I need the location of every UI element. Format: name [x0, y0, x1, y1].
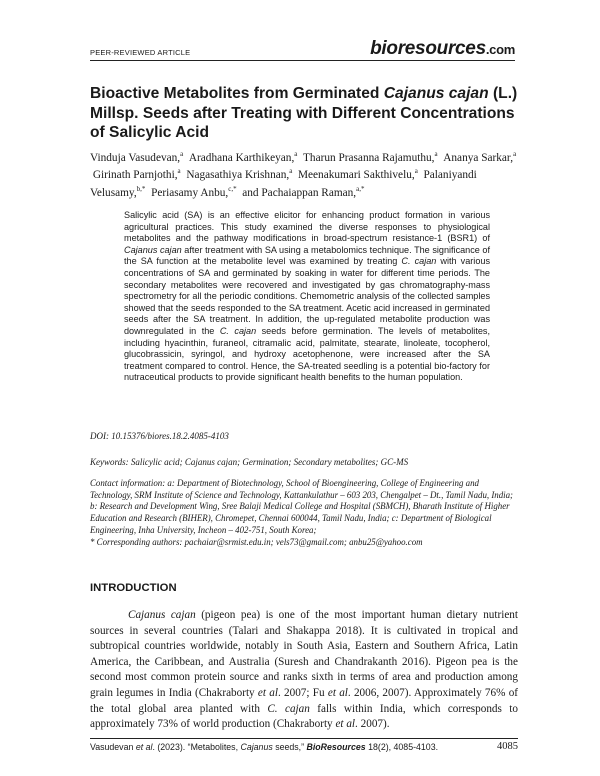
- author-affiliation-mark: a: [434, 150, 438, 159]
- author-affiliation-mark: a: [289, 167, 293, 176]
- author-name: Aradhana Karthikeyan,$^a$: [188, 150, 298, 164]
- brand-domain: .com: [485, 42, 515, 57]
- journal-brand[interactable]: [370, 38, 515, 60]
- affiliations: Contact information: a: Department of Biotechnology, School of Bioengineering, College of Engineering and Technology, SRM Institute of Science and Technology, Kattankulathur – 603 203, Chengalpet – Dt., Tamil Nadu, India; b: Research and Development Wing, Sree Balaji Medical College and Hospital (SBMCH), Bharath Institute of Higher Education and Research (BIHER), Chromepet, Chennai 600044, Tamil Nadu, India; c: Department of Biological Engineering, Inha University, Incheon – 402-751, South Korea;: [90, 478, 514, 535]
- abstract-text: C. cajan: [401, 256, 437, 267]
- brand-name: bioresources: [370, 38, 486, 59]
- author-name: Ananya Sarkar,$^a$: [443, 150, 517, 164]
- intro-text: et al: [335, 718, 356, 731]
- author-affiliation-mark: a: [294, 150, 298, 159]
- keywords: Keywords: Salicylic acid; Cajanus cajan; Germination; Secondary metabolites; GC-MS: [90, 457, 409, 467]
- intro-text: Cajanus cajan: [128, 609, 196, 621]
- author-affiliation-mark: c,*: [228, 185, 237, 194]
- author-name: Vinduja Vasudevan,$^a$: [90, 150, 184, 164]
- title-part1: Bioactive Metabolites from Germinated: [90, 85, 384, 102]
- author-name: and Pachaiappan Raman,$^{a,*}$: [242, 185, 365, 199]
- author-name: Girinath Parnjothi,$^a$: [92, 167, 181, 182]
- intro-text: et al: [327, 686, 348, 699]
- author-name: Nagasathiya Krishnan,$^a$: [186, 167, 293, 182]
- abstract-text: after treatment with SA using a metabolomics technique. The significance of the SA function at the metabolite level was examined by treating: [124, 244, 491, 267]
- page-header: [90, 38, 515, 61]
- author-name: Periasamy Anbu,$^{c,*}$: [151, 185, 237, 199]
- abstract: [124, 210, 490, 384]
- author-affiliation-mark: a: [513, 150, 517, 159]
- abstract-text: C. cajan: [219, 325, 257, 336]
- doi[interactable]: DOI: 10.15376/biores.18.2.4085-4103: [90, 431, 229, 441]
- author-name: Tharun Prasanna Rajamuthu,$^a$: [303, 150, 438, 164]
- abstract-text: Salicylic acid (SA) is an effective elicitor for enhancing product formation in various agricultural practices. This study examined the diverse responses to physiological metabolites and the pathway modifications in broad-spectrum resistance-1 (BSR1) of: [124, 210, 490, 244]
- page-number: 4085: [497, 741, 518, 752]
- author-affiliation-mark: a,*: [356, 185, 365, 194]
- abstract-text: seeds before germination. The levels of metabolites, including hyacinthin, furaneol, citramalic acid, palmitate, stearate, linoleate, tocopherol, glucobrassicin, syringol, and hydroxy acetophenone, were increased after the SA treatment compared to control. Hence, the SA-treated seedling is a potential bio-factory for nutraceutical products to provide significant health benefits to the human population.: [124, 325, 490, 383]
- intro-text: . 2006, 2007). Approximately 76% of the total global area planted with: [90, 686, 519, 715]
- corresponding-authors: * Corresponding authors: pachaiar@srmist.edu.in; vels73@gmail.com; anbu25@yahoo.com: [90, 536, 423, 547]
- peer-reviewed-label: PEER-REVIEWED ARTICLE: [90, 48, 191, 57]
- author-name: Meenakumari Sakthivelu,$^a$: [297, 167, 418, 182]
- intro-text: falls within India, which corresponds to approximately 73% of world production (Chakraborty: [90, 702, 518, 731]
- intro-text: C. cajan: [267, 702, 310, 715]
- abstract-text: Cajanus cajan: [124, 244, 182, 255]
- title-part2: (L.) Millsp. Seeds after Treating with Different Concentrations of Salicylic Acid: [90, 85, 518, 141]
- article-title: [90, 84, 520, 143]
- footer-journal: BioResources: [306, 742, 366, 752]
- author-affiliation-mark: a: [414, 167, 418, 176]
- introduction-paragraph: [90, 608, 518, 733]
- abstract-text: with various concentrations of SA and germinated by soaking in water for different time periods. The secondary metabolites were recovered and investigated by gas chromatography-mass spectrometry for all the periodic conditions. Chemometric analysis of the collected samples showed that the seeds responded to the SA treatment. Acetic acid increased in germinated seeds after the SA treatment. In addition, the up-regulated metabolite production was downregulated in the: [124, 256, 490, 336]
- page-footer: [90, 738, 518, 755]
- intro-text: (pigeon pea) is one of the most important human dietary nutrient sources in several countries (Talari and Shakappa 2018). It is cultivated in tropical and subtropical countries worldwide, notably in South Asia, Eastern and Southern Africa, Latin America, the Caribbean, and Australia (Suresh and Chandrakanth 2016). Pigeon pea is the second most common protein source and ranks sixth in terms of area and production among grain legumes in India (Chakraborty: [90, 609, 519, 699]
- intro-text: et al: [257, 686, 278, 699]
- author-name: Palaniyandi Velusamy,$^{b,*}$: [90, 169, 477, 199]
- title-species: Cajanus cajan: [383, 85, 489, 102]
- intro-text: . 2007).: [355, 718, 390, 731]
- section-heading-introduction: INTRODUCTION: [90, 582, 177, 594]
- footer-citation: Vasudevan et al. (2023). “Metabolites, Cajanus seeds,” BioResources 18(2), 4085-4103.: [90, 742, 439, 752]
- contact-information: [90, 478, 518, 548]
- intro-text: . 2007; Fu: [277, 686, 328, 699]
- author-list: [90, 150, 520, 202]
- author-affiliation-mark: a: [180, 150, 184, 159]
- author-affiliation-mark: a: [177, 167, 181, 176]
- author-affiliation-mark: b,*: [136, 185, 146, 194]
